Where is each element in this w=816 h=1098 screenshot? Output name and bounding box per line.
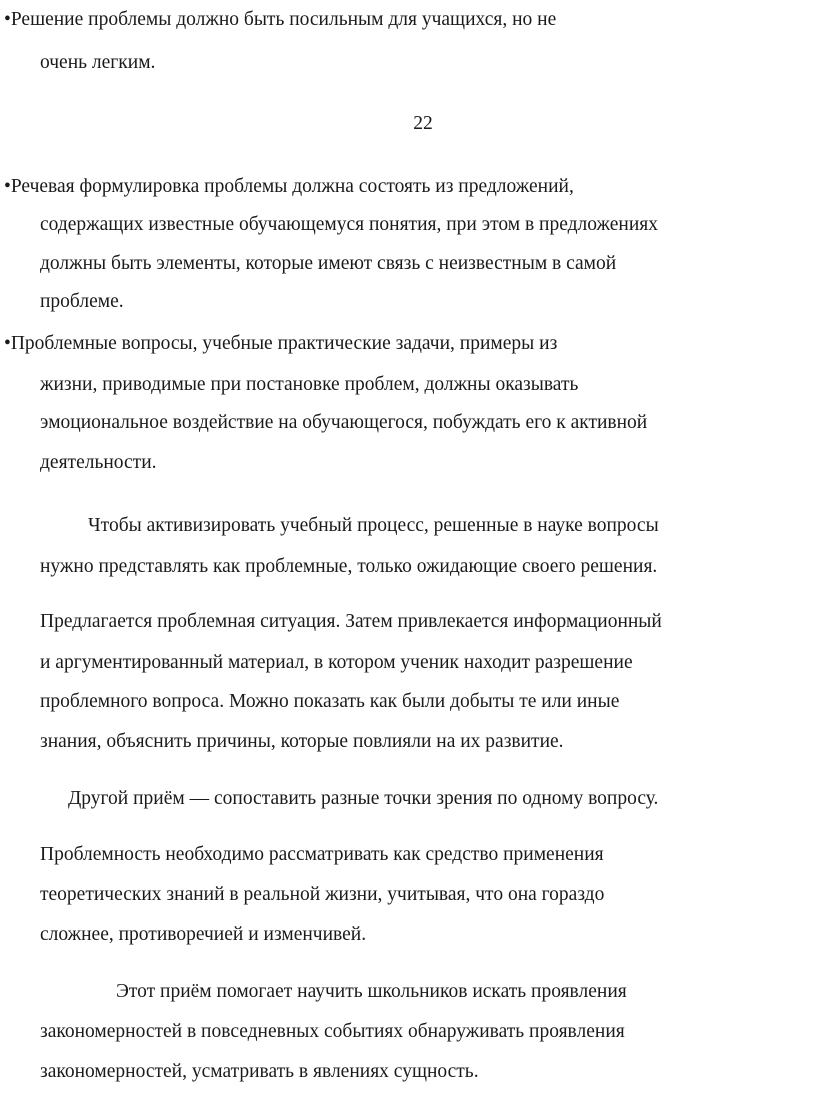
paragraph-5-line-2: закономерностей в повседневных событиях обнаруживать проявления	[40, 1021, 625, 1042]
bullet-2-line-1: •Речевая формулировка проблемы должна состоять из предложений,	[4, 176, 574, 197]
bullet-1-line-2: очень легким.	[40, 52, 156, 73]
paragraph-4-line-2: теоретических знаний в реальной жизни, учитывая, что она гораздо	[40, 884, 605, 905]
bullet-2-line-2: содержащих известные обучающемуся понятия, при этом в предложениях	[40, 214, 658, 235]
paragraph-4-line-1: Проблемность необходимо рассматривать как средство применения	[40, 844, 604, 865]
bullet-3-line-2: жизни, приводимые при постановке проблем, должны оказывать	[40, 374, 579, 395]
page-number: 22	[413, 113, 433, 134]
paragraph-2-line-3: проблемного вопроса. Можно показать как были добыты те или иные	[40, 691, 620, 712]
paragraph-3-line-1: Другой приём — сопоставить разные точки зрения по одному вопросу.	[68, 788, 659, 809]
bullet-2-line-3: должны быть элементы, которые имеют связь с неизвестным в самой	[40, 253, 617, 274]
paragraph-1-line-2: нужно представлять как проблемные, только ожидающие своего решения.	[40, 556, 658, 577]
bullet-3-line-3: эмоциональное воздействие на обучающегося, побуждать его к активной	[40, 412, 648, 433]
paragraph-2-line-4: знания, объяснить причины, которые повлияли на их развитие.	[40, 731, 564, 752]
bullet-1-line-1: •Решение проблемы должно быть посильным для учащихся, но не	[4, 9, 557, 30]
paragraph-2-line-1: Предлагается проблемная ситуация. Затем привлекается информационный	[40, 611, 662, 632]
paragraph-1-line-1: Чтобы активизировать учебный процесс, решенные в науке вопросы	[88, 515, 659, 536]
bullet-3-line-1: •Проблемные вопросы, учебные практические задачи, примеры из	[4, 333, 558, 354]
paragraph-5-line-1: Этот приём помогает научить школьников искать проявления	[116, 981, 627, 1002]
paragraph-5-line-3: закономерностей, усматривать в явлениях сущность.	[40, 1061, 479, 1082]
bullet-2-line-4: проблеме.	[40, 291, 124, 312]
paragraph-2-line-2: и аргументированный материал, в котором ученик находит разрешение	[40, 652, 633, 673]
paragraph-4-line-3: сложнее, противоречией и изменчивей.	[40, 924, 367, 945]
bullet-3-line-4: деятельности.	[40, 452, 157, 473]
